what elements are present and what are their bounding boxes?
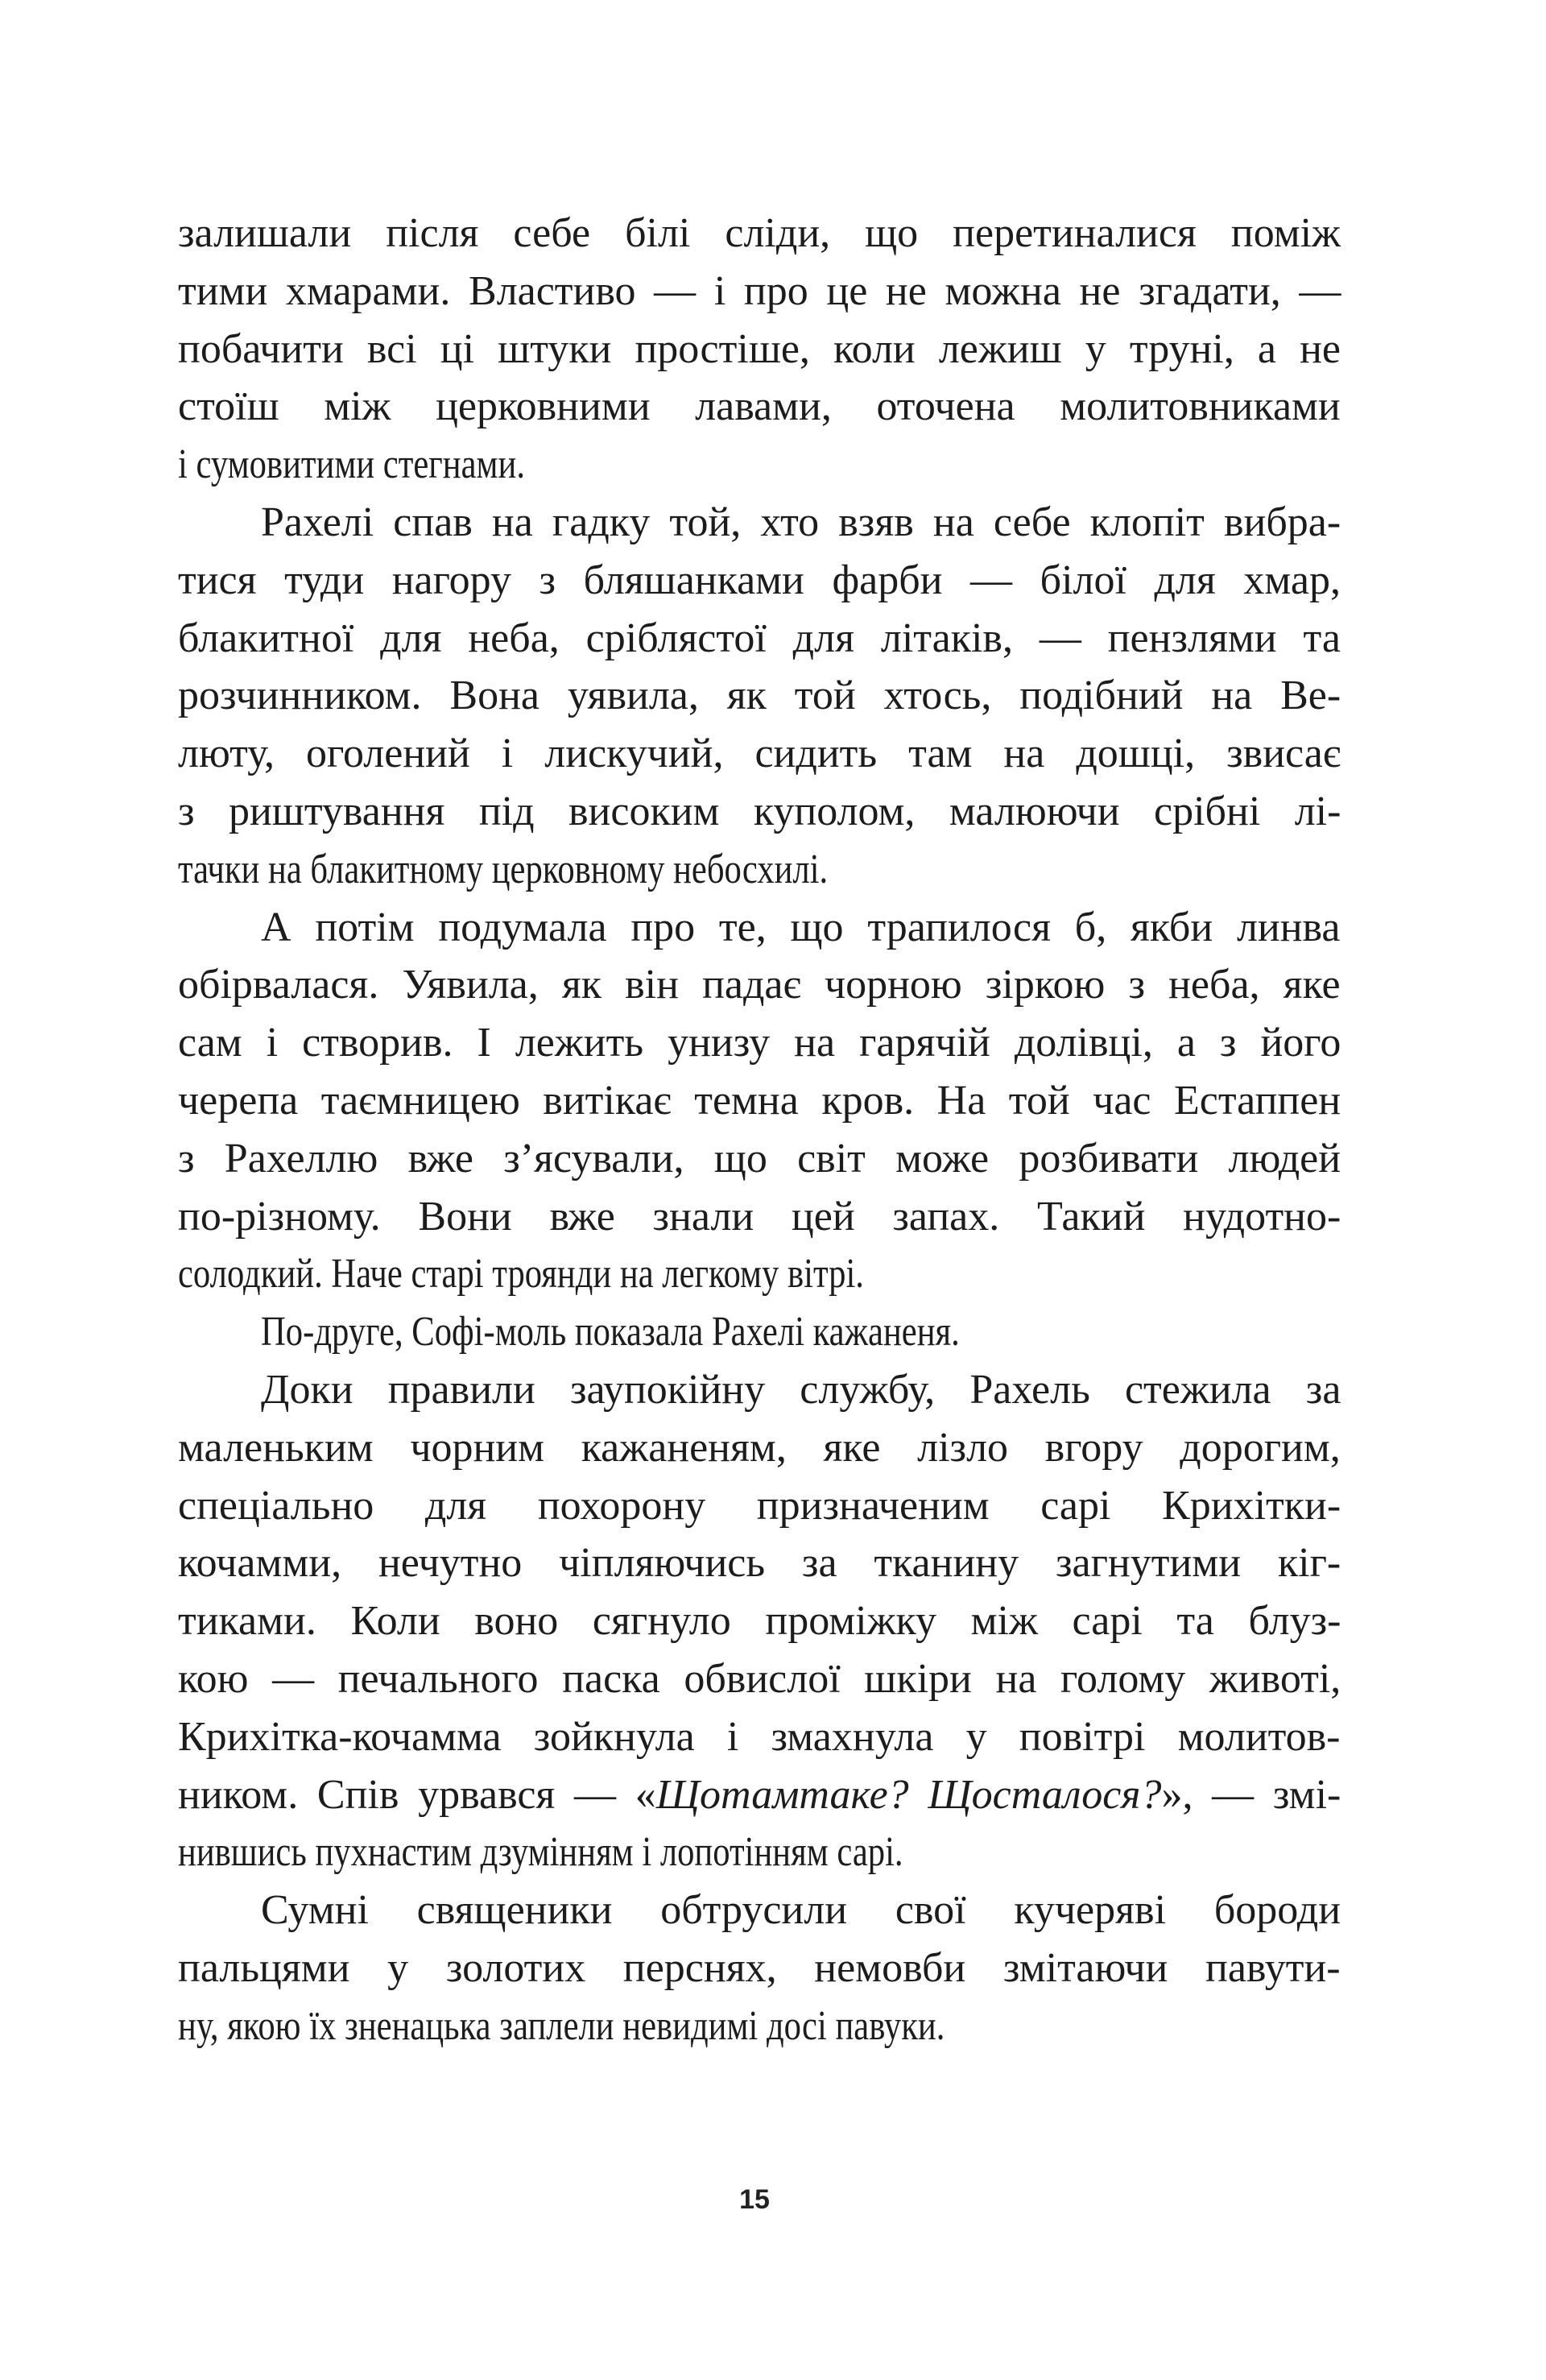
text-line	[178, 783, 1341, 841]
line-text: кочамми, нечутно чіпляючись за тканину загнутими кіг-	[178, 1540, 1341, 1587]
text-line	[178, 899, 1341, 957]
line-text: Доки правили заупокійну службу, Рахель стежила за	[261, 1366, 1341, 1413]
line-text	[178, 1766, 1341, 1824]
text-line	[178, 1881, 1341, 1939]
text-line	[178, 1823, 1341, 1881]
line-text: Рахелі спав на гадку той, хто взяв на себе клопіт вибра-	[261, 499, 1341, 545]
line-text: А потім подумала про те, що трапилося б, якби линва	[261, 904, 1341, 950]
text-line	[178, 1419, 1341, 1477]
italic-quote: Щотамтаке? Щосталося?	[655, 1771, 1162, 1818]
line-text: стоїш між церковними лавами, оточена молитовниками	[178, 383, 1341, 430]
line-text: люту, оголений і лискучий, сидить там на дошці, звисає	[178, 731, 1341, 777]
text-line	[178, 321, 1341, 379]
text-line	[178, 667, 1341, 725]
text-segment: », — змі-	[1161, 1771, 1341, 1818]
text-line	[178, 1188, 1341, 1246]
text-line	[178, 1303, 1341, 1361]
line-text: тачки на блакитному церковному небосхилі.	[178, 846, 829, 892]
line-text: блакитної для неба, сріблястої для літаків, — пензлями та	[178, 615, 1341, 661]
text-line	[178, 725, 1341, 783]
line-text: тися туди нагору з бляшанками фарби — білої для хмар,	[178, 557, 1341, 603]
text-line	[178, 263, 1341, 321]
line-text: черепа таємницею витікає темна кров. На той час Естаппен	[178, 1077, 1341, 1124]
text-line	[178, 1072, 1341, 1130]
text-line	[178, 1939, 1341, 1997]
page-number: 15	[739, 2184, 770, 2215]
text-segment: ником. Спів урвався — «	[178, 1771, 656, 1818]
text-line	[178, 841, 1341, 899]
line-text: з риштування під високим куполом, малюючи срібні лі-	[178, 788, 1341, 834]
line-text: нившись пухнастим дзумінням і лопотінням сарі.	[178, 1829, 903, 1876]
text-line	[178, 494, 1341, 552]
line-text: побачити всі ці штуки простіше, коли лежиш у труні, а не	[178, 325, 1341, 372]
text-line	[178, 1534, 1341, 1592]
line-text: сам і створив. І лежить унизу на гарячій долівці, а з його	[178, 1020, 1341, 1066]
line-text: пальцями у золотих перснях, немовби змітаючи павути-	[178, 1944, 1341, 1991]
line-text: і сумовитими стегнами.	[178, 441, 525, 488]
line-text: солодкий. Наче старі троянди на легкому вітрі.	[178, 1251, 864, 1298]
text-line	[178, 1997, 1341, 2055]
text-line	[178, 1708, 1341, 1766]
text-line	[178, 1766, 1341, 1824]
line-text: кою — печального паска обвислої шкіри на голому животі,	[178, 1655, 1341, 1702]
line-text: маленьким чорним кажаненям, яке лізло вгору дорогим,	[178, 1424, 1341, 1471]
text-line	[178, 1650, 1341, 1708]
line-text: обірвалася. Уявила, як він падає чорною зіркою з неба, яке	[178, 962, 1341, 1008]
book-page-text	[178, 205, 1341, 2055]
line-text: ну, якою їх зненацька заплели невидимі досі павуки.	[178, 2002, 945, 2049]
text-line	[178, 1130, 1341, 1188]
text-line	[178, 1361, 1341, 1419]
line-text: з Рахеллю вже з’ясували, що світ може розбивати людей	[178, 1135, 1341, 1182]
line-text: розчинником. Вона уявила, як той хтось, подібний на Ве-	[178, 673, 1341, 719]
text-line	[178, 1245, 1341, 1303]
line-text: спеціально для похорону призначеним сарі Крихітки-	[178, 1482, 1341, 1529]
text-line	[178, 378, 1341, 436]
line-text: По-друге, Софі-моль показала Рахелі кажаненя.	[261, 1309, 960, 1356]
text-line	[178, 1014, 1341, 1072]
text-line	[178, 552, 1341, 610]
line-text: тиками. Коли воно сягнуло проміжку між сарі та блуз-	[178, 1598, 1341, 1645]
text-line	[178, 436, 1341, 494]
line-text: Крихітка-кочамма зойкнула і змахнула у повітрі молитов-	[178, 1713, 1341, 1760]
text-line	[178, 1592, 1341, 1650]
text-line	[178, 610, 1341, 668]
text-line	[178, 1477, 1341, 1535]
text-line	[178, 956, 1341, 1014]
line-text: Сумні священики обтрусили свої кучеряві бороди	[261, 1887, 1341, 1934]
line-text: тими хмарами. Властиво — і про це не можна не згадати, —	[178, 267, 1341, 314]
line-text: по-різному. Вони вже знали цей запах. Такий нудотно-	[178, 1193, 1341, 1240]
line-text: залишали після себе білі сліди, що перетиналися поміж	[178, 210, 1341, 256]
text-line	[178, 205, 1341, 263]
